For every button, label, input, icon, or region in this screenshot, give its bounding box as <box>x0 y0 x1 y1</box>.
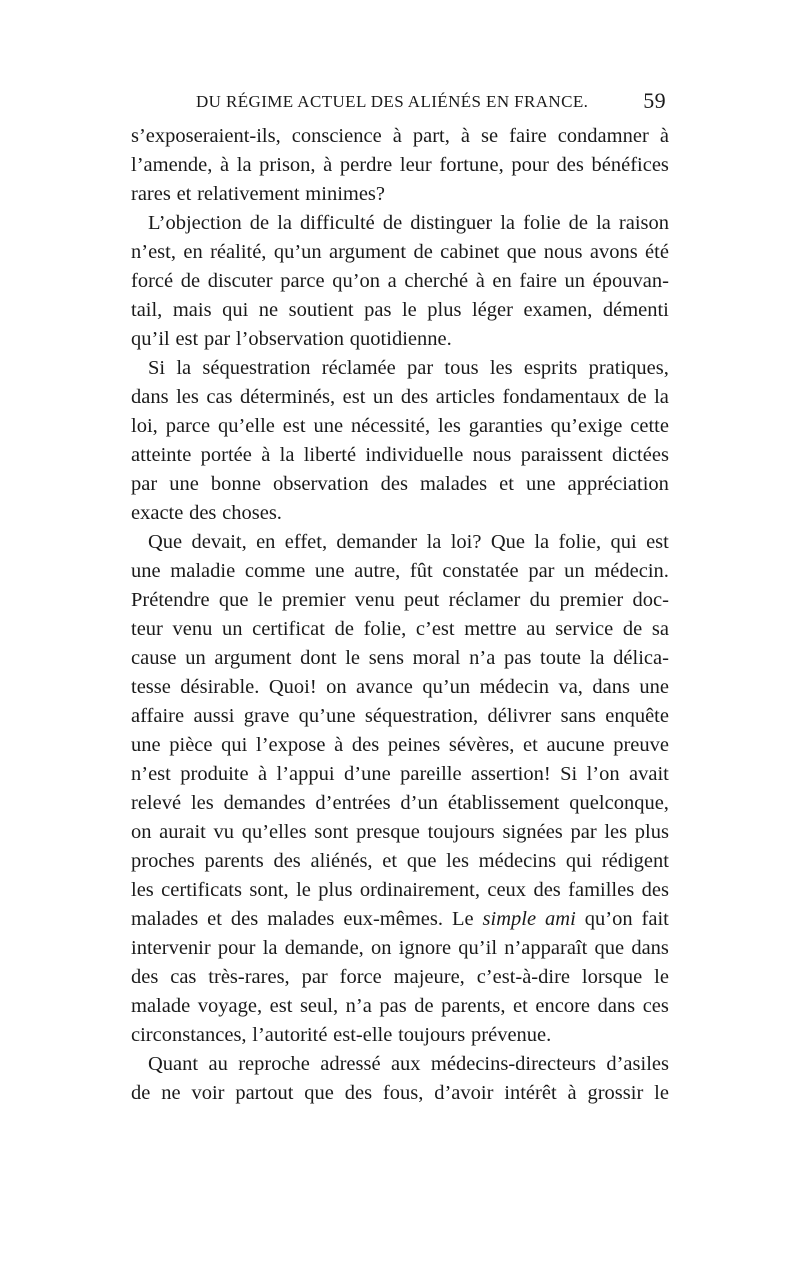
page-number: 59 <box>643 88 666 113</box>
text-line: Que devait, en effet, demander la loi? Que la folie, qui est <box>148 531 669 553</box>
text-line: malade voyage, est seul, n’a pas de parents, et encore dans ces <box>131 995 669 1017</box>
text-line: qu’il est par l’observation quotidienne. <box>131 328 452 350</box>
text-line: rares et relativement minimes? <box>131 183 386 205</box>
text-line: loi, parce qu’elle est une nécessité, les garanties qu’exige cette <box>131 415 669 437</box>
text-line: de ne voir partout que des fous, d’avoir intérêt à grossir le <box>131 1082 669 1104</box>
text-line: malades et des malades eux-mêmes. Le simple ami qu’on fait <box>131 908 669 930</box>
text-line: cause un argument dont le sens moral n’a pas toute la délica- <box>131 647 669 669</box>
text-line: circonstances, l’autorité est-elle toujours prévenue. <box>131 1024 552 1046</box>
text-line: une pièce qui l’expose à des peines sévères, et aucune preuve <box>131 734 669 756</box>
text-line: dans les cas déterminés, est un des articles fondamentaux de la <box>131 386 669 408</box>
text-line: teur venu un certificat de folie, c’est mettre au service de sa <box>131 618 669 640</box>
text-line: L’objection de la difficulté de distinguer la folie de la raison <box>148 212 669 234</box>
text-line: forcé de discuter parce qu’on a cherché à en faire un épouvan- <box>131 270 669 292</box>
body-text <box>131 122 669 1108</box>
text-line: on aurait vu qu’elles sont presque toujours signées par les plus <box>131 821 669 843</box>
text-line: tesse désirable. Quoi! on avance qu’un médecin va, dans une <box>131 676 669 698</box>
text-line: Si la séquestration réclamée par tous les esprits pratiques, <box>148 357 669 379</box>
text-line: exacte des choses. <box>131 502 282 524</box>
text-line: tail, mais qui ne soutient pas le plus léger examen, démenti <box>131 299 669 321</box>
text-line: par une bonne observation des malades et une appréciation <box>131 473 669 495</box>
text-line: relevé les demandes d’entrées d’un établissement quelconque, <box>131 792 669 814</box>
running-title: DU RÉGIME ACTUEL DES ALIÉNÉS EN FRANCE. <box>196 92 589 111</box>
text-line: s’exposeraient-ils, conscience à part, à se faire condamner à <box>131 125 669 147</box>
running-head <box>196 88 666 118</box>
text-line: des cas très-rares, par force majeure, c’est-à-dire lorsque le <box>131 966 669 988</box>
text-line: n’est produite à l’appui d’une pareille assertion! Si l’on avait <box>131 763 669 785</box>
text-line: n’est, en réalité, qu’un argument de cabinet que nous avons été <box>131 241 669 263</box>
text-line: Prétendre que le premier venu peut réclamer du premier doc- <box>131 589 669 611</box>
text-line: intervenir pour la demande, on ignore qu’il n’apparaît que dans <box>131 937 669 959</box>
text-line: affaire aussi grave qu’une séquestration, délivrer sans enquête <box>131 705 669 727</box>
text-line: atteinte portée à la liberté individuelle nous paraissent dictées <box>131 444 669 466</box>
text-line: Quant au reproche adressé aux médecins-directeurs d’asiles <box>148 1053 669 1075</box>
text-line: une maladie comme une autre, fût constatée par un médecin. <box>131 560 669 582</box>
text-line: proches parents des aliénés, et que les médecins qui rédigent <box>131 850 669 872</box>
text-line: l’amende, à la prison, à perdre leur fortune, pour des bénéfices <box>131 154 669 176</box>
text-line: les certificats sont, le plus ordinairement, ceux des familles des <box>131 879 669 901</box>
